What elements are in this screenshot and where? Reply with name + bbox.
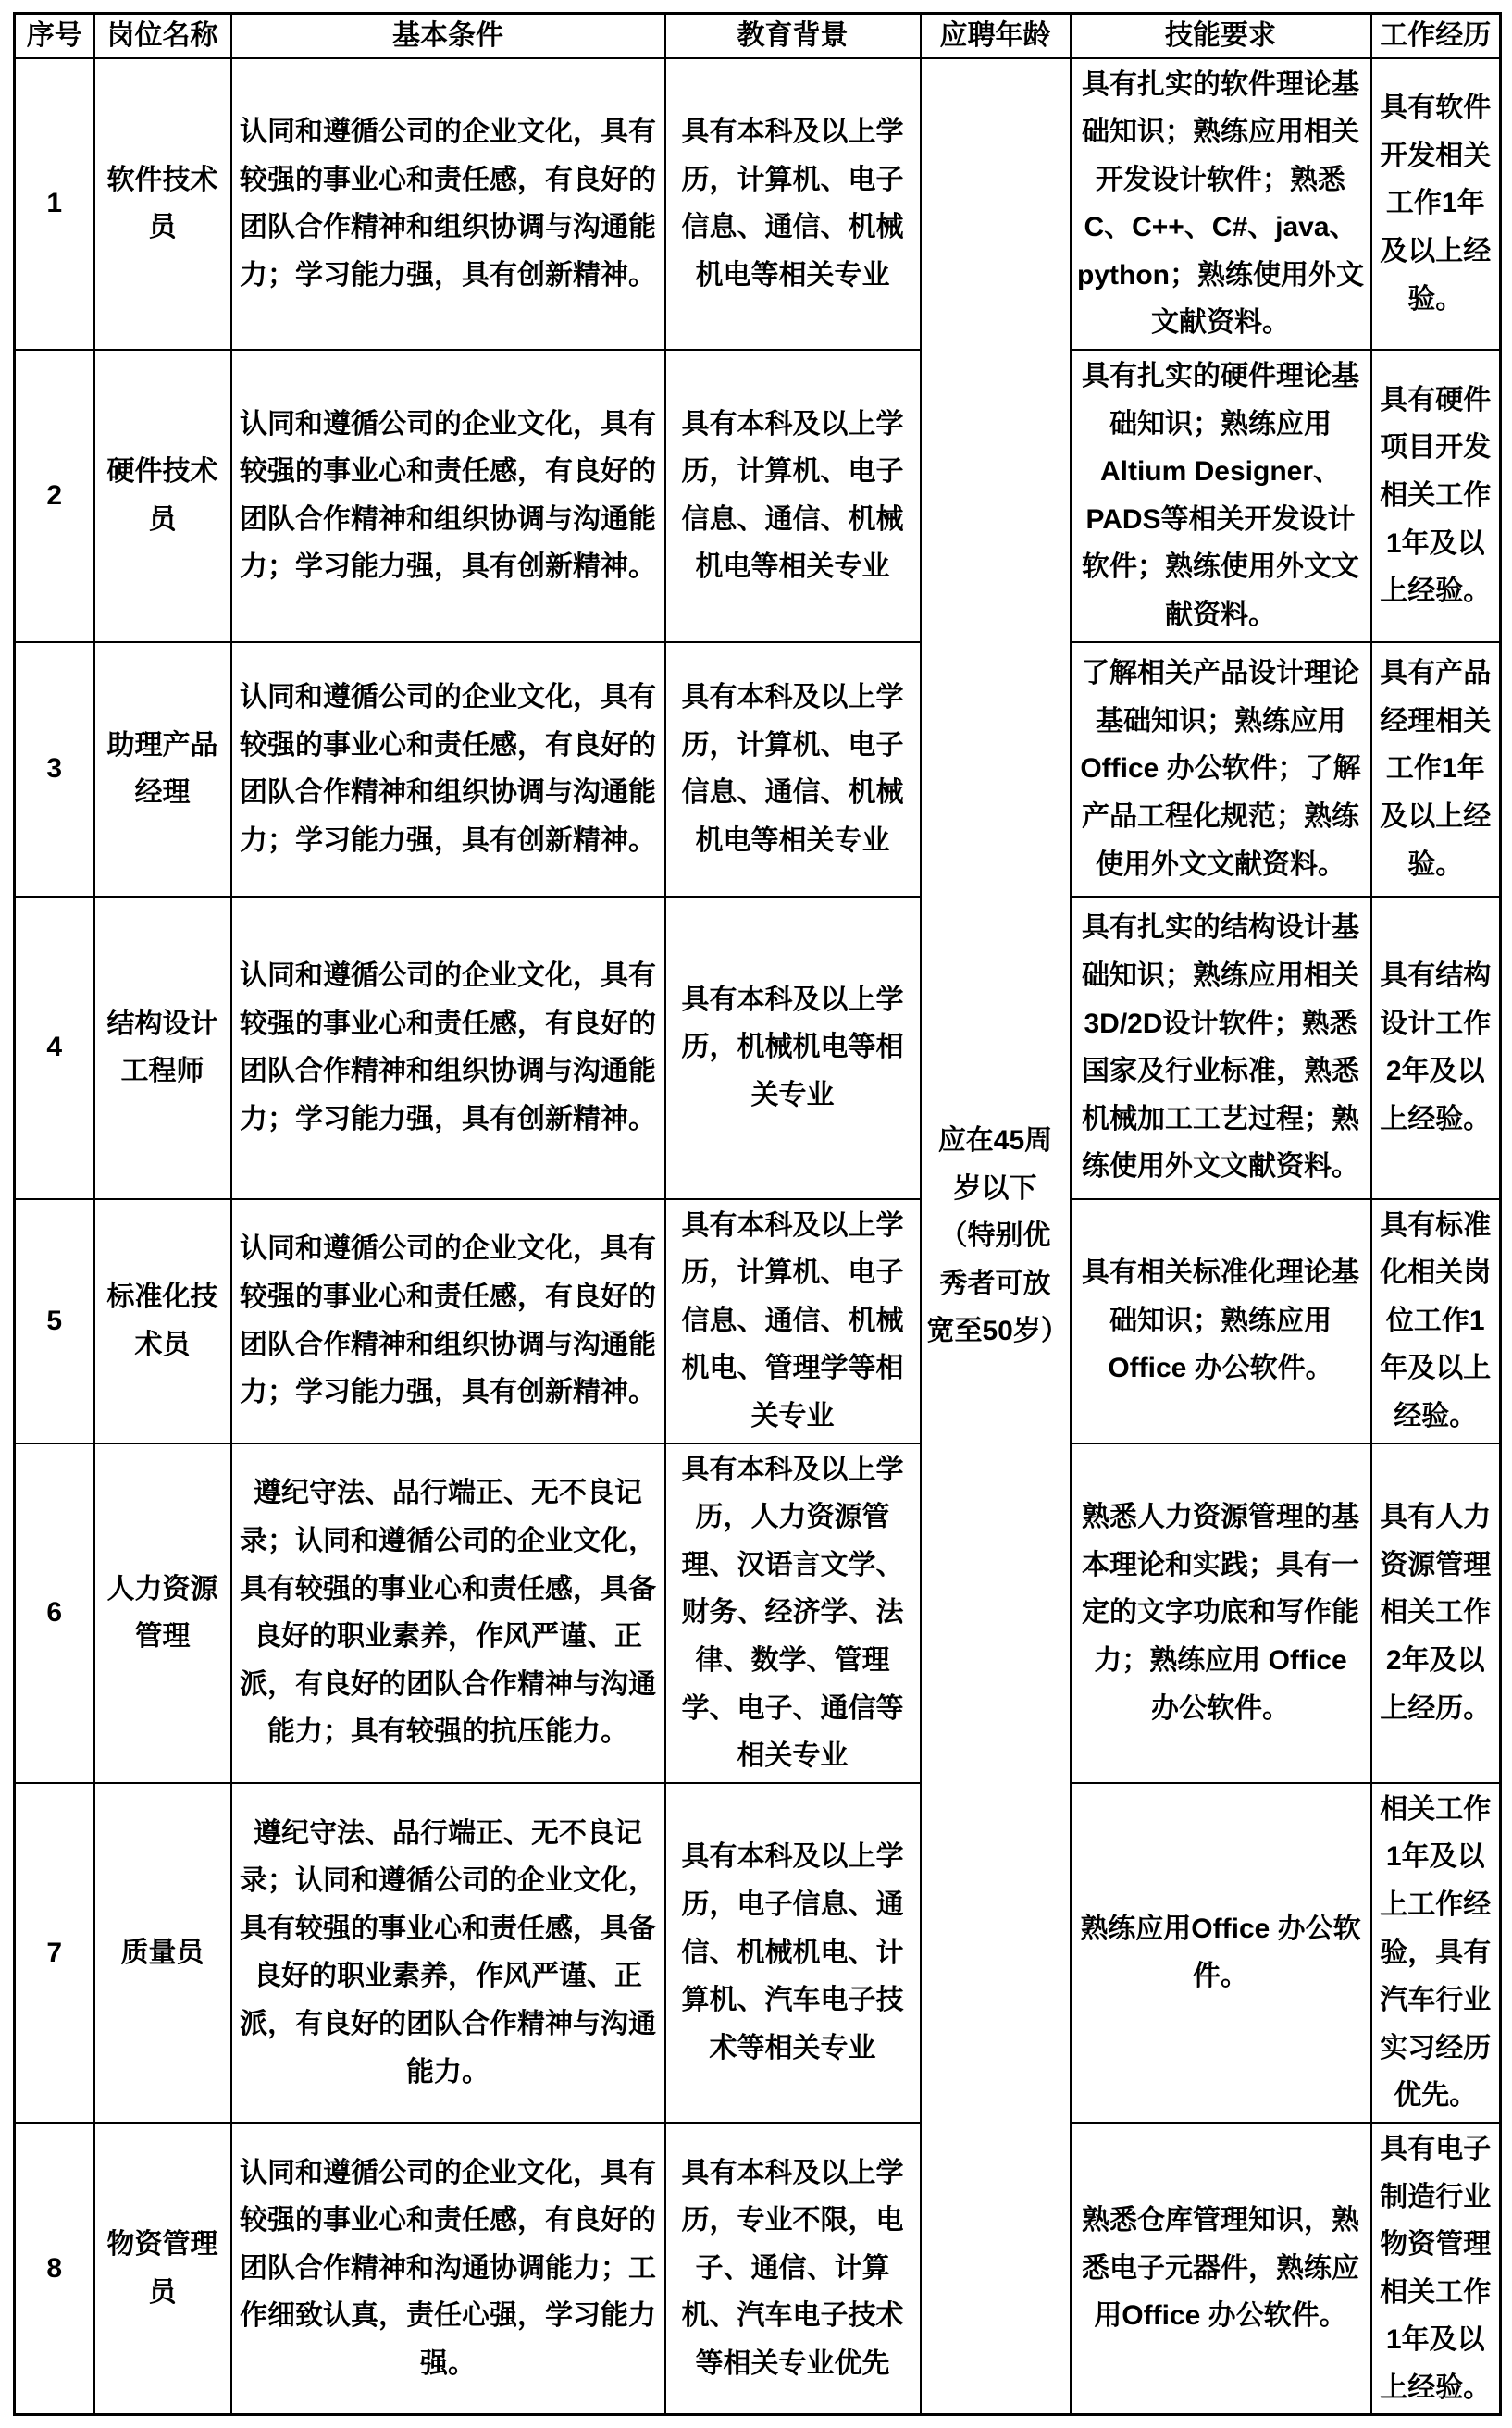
cell-no: 2 (15, 350, 94, 642)
cell-position: 标准化技术员 (94, 1199, 231, 1443)
header-cell-no: 序号 (15, 14, 94, 58)
cell-basic: 遵纪守法、品行端正、无不良记录；认同和遵循公司的企业文化，具有较强的事业心和责任感，具备良好的职业素养，作风严谨、正派，有良好的团队合作精神与沟通能力。 (231, 1783, 665, 2123)
cell-experience: 具有软件开发相关工作1年及以上经验。 (1371, 58, 1501, 351)
cell-position: 物资管理员 (94, 2123, 231, 2415)
cell-experience: 具有硬件项目开发相关工作1年及以上经验。 (1371, 350, 1501, 642)
cell-experience: 相关工作1年及以上工作经验，具有汽车行业实习经历优先。 (1371, 1783, 1501, 2123)
cell-education: 具有本科及以上学历，机械机电等相关专业 (665, 897, 921, 1199)
cell-skills: 具有扎实的结构设计基础知识；熟练应用相关3D/2D设计软件；熟悉国家及行业标准，熟悉机械加工工艺过程；熟练使用外文文献资料。 (1071, 897, 1371, 1199)
table-row (15, 897, 1501, 1199)
cell-experience: 具有电子制造行业物资管理相关工作1年及以上经验。 (1371, 2123, 1501, 2415)
header-cell-experience: 工作经历 (1371, 14, 1501, 58)
age-merged-cell: 应在45周岁以下（特别优秀者可放宽至50岁） (921, 58, 1071, 2415)
header-cell-skills: 技能要求 (1071, 14, 1371, 58)
table-row (15, 642, 1501, 897)
cell-experience: 具有标准化相关岗位工作1年及以上经验。 (1371, 1199, 1501, 1443)
cell-position: 质量员 (94, 1783, 231, 2123)
cell-skills: 了解相关产品设计理论基础知识；熟练应用Office 办公软件；了解产品工程化规范；熟练使用外文文献资料。 (1071, 642, 1371, 897)
cell-education: 具有本科及以上学历，专业不限，电子、通信、计算机、汽车电子技术等相关专业优先 (665, 2123, 921, 2415)
table-row (15, 2123, 1501, 2415)
cell-skills: 具有扎实的硬件理论基础知识；熟练应用 Altium Designer、PADS等相关开发设计软件；熟练使用外文文献资料。 (1071, 350, 1371, 642)
cell-skills: 具有相关标准化理论基础知识；熟练应用 Office 办公软件。 (1071, 1199, 1371, 1443)
cell-education: 具有本科及以上学历，计算机、电子信息、通信、机械机电等相关专业 (665, 642, 921, 897)
cell-experience: 具有人力资源管理相关工作2年及以上经历。 (1371, 1443, 1501, 1783)
cell-basic: 遵纪守法、品行端正、无不良记录；认同和遵循公司的企业文化，具有较强的事业心和责任感，具备良好的职业素养，作风严谨、正派，有良好的团队合作精神与沟通能力；具有较强的抗压能力。 (231, 1443, 665, 1783)
cell-no: 3 (15, 642, 94, 897)
cell-education: 具有本科及以上学历，计算机、电子信息、通信、机械机电等相关专业 (665, 58, 921, 351)
cell-basic: 认同和遵循公司的企业文化，具有较强的事业心和责任感，有良好的团队合作精神和组织协调与沟通能力；学习能力强，具有创新精神。 (231, 1199, 665, 1443)
cell-skills: 具有扎实的软件理论基础知识；熟练应用相关开发设计软件；熟悉C、C++、C#、java、python；熟练使用外文文献资料。 (1071, 58, 1371, 351)
table-row (15, 1443, 1501, 1783)
table-row (15, 350, 1501, 642)
cell-skills: 熟练应用Office 办公软件。 (1071, 1783, 1371, 2123)
cell-basic: 认同和遵循公司的企业文化，具有较强的事业心和责任感，有良好的团队合作精神和组织协调与沟通能力；学习能力强，具有创新精神。 (231, 58, 665, 351)
cell-position: 人力资源管理 (94, 1443, 231, 1783)
cell-skills: 熟悉人力资源管理的基本理论和实践；具有一定的文字功底和写作能力；熟练应用 Office 办公软件。 (1071, 1443, 1371, 1783)
cell-no: 7 (15, 1783, 94, 2123)
cell-basic: 认同和遵循公司的企业文化，具有较强的事业心和责任感，有良好的团队合作精神和组织协调与沟通能力；学习能力强，具有创新精神。 (231, 350, 665, 642)
cell-position: 结构设计工程师 (94, 897, 231, 1199)
header-cell-basic: 基本条件 (231, 14, 665, 58)
cell-basic: 认同和遵循公司的企业文化，具有较强的事业心和责任感，有良好的团队合作精神和组织协调与沟通能力；学习能力强，具有创新精神。 (231, 897, 665, 1199)
header-cell-position: 岗位名称 (94, 14, 231, 58)
cell-education: 具有本科及以上学历，计算机、电子信息、通信、机械机电、管理学等相关专业 (665, 1199, 921, 1443)
table-row (15, 58, 1501, 351)
header-cell-age: 应聘年龄 (921, 14, 1071, 58)
cell-experience: 具有结构设计工作2年及以上经验。 (1371, 897, 1501, 1199)
cell-education: 具有本科及以上学历，人力资源管理、汉语言文学、财务、经济学、法律、数学、管理学、电子、通信等相关专业 (665, 1443, 921, 1783)
header-row (15, 14, 1501, 58)
cell-basic: 认同和遵循公司的企业文化，具有较强的事业心和责任感，有良好的团队合作精神和组织协调与沟通能力；学习能力强，具有创新精神。 (231, 642, 665, 897)
cell-experience: 具有产品经理相关工作1年及以上经验。 (1371, 642, 1501, 897)
cell-no: 1 (15, 58, 94, 351)
cell-no: 8 (15, 2123, 94, 2415)
table-row (15, 1783, 1501, 2123)
cell-no: 4 (15, 897, 94, 1199)
cell-skills: 熟悉仓库管理知识，熟悉电子元器件，熟练应用Office 办公软件。 (1071, 2123, 1371, 2415)
cell-education: 具有本科及以上学历，电子信息、通信、机械机电、计算机、汽车电子技术等相关专业 (665, 1783, 921, 2123)
cell-no: 5 (15, 1199, 94, 1443)
header-cell-education: 教育背景 (665, 14, 921, 58)
cell-position: 助理产品经理 (94, 642, 231, 897)
cell-education: 具有本科及以上学历，计算机、电子信息、通信、机械机电等相关专业 (665, 350, 921, 642)
cell-position: 软件技术员 (94, 58, 231, 351)
cell-position: 硬件技术员 (94, 350, 231, 642)
table-row (15, 1199, 1501, 1443)
cell-no: 6 (15, 1443, 94, 1783)
jobs-table (13, 12, 1502, 2416)
cell-basic: 认同和遵循公司的企业文化，具有较强的事业心和责任感，有良好的团队合作精神和沟通协调能力；工作细致认真，责任心强，学习能力强。 (231, 2123, 665, 2415)
